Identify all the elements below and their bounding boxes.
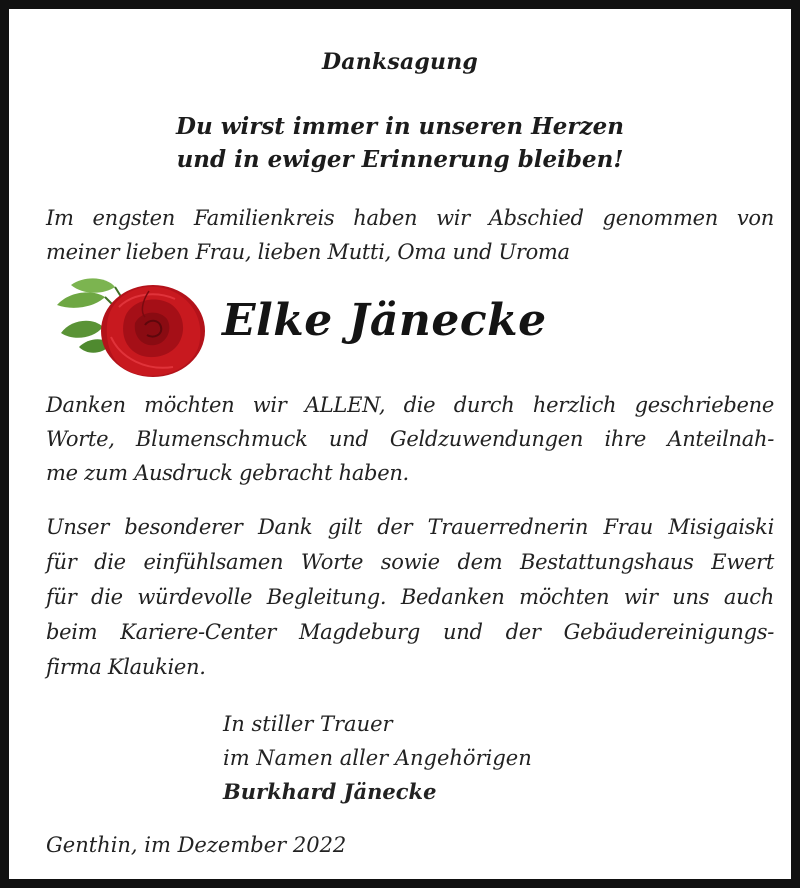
intro-line: meiner lieben Frau, lieben Mutti, Oma und Uroma — [46, 240, 570, 264]
notice-heading: Danksagung — [322, 49, 478, 75]
place-date: Genthin, im Dezember 2022 — [46, 833, 347, 857]
intro-paragraph — [46, 201, 774, 269]
special-thanks-line: für die einfühlsamen Worte sowie dem Bestattungshaus Ewert — [46, 550, 774, 574]
special-thanks-line: beim Kariere-Center Magdeburg und der Gebäudereinigungs- — [46, 620, 774, 644]
motto-line: Du wirst immer in unseren Herzen — [176, 113, 624, 140]
thanks-paragraph — [46, 388, 774, 490]
signature-name: Burkhard Jänecke — [223, 779, 437, 804]
motto — [29, 110, 771, 176]
thanks-line: me zum Ausdruck gebracht haben. — [46, 461, 409, 485]
signature-line: im Namen aller Angehörigen — [223, 746, 532, 770]
signature-block — [223, 707, 532, 809]
thanks-line: Danken möchten wir ALLEN, die durch herzlich geschriebene — [46, 393, 774, 417]
motto-line: und in ewiger Erinnerung bleiben! — [176, 146, 624, 173]
special-thanks-paragraph — [46, 510, 774, 685]
rose-icon — [49, 267, 209, 385]
special-thanks-line: Unser besonderer Dank gilt der Trauerrednerin Frau Misigaiski — [46, 515, 774, 539]
deceased-name: Elke Jänecke — [222, 295, 547, 346]
intro-line: Im engsten Familienkreis haben wir Abschied genommen von — [46, 206, 774, 230]
signature-line: In stiller Trauer — [223, 712, 393, 736]
special-thanks-line: firma Klaukien. — [46, 655, 206, 679]
thanks-line: Worte, Blumenschmuck und Geldzuwendungen ihre Anteilnah- — [46, 427, 774, 451]
special-thanks-line: für die würdevolle Begleitung. Bedanken möchten wir uns auch — [46, 585, 774, 609]
